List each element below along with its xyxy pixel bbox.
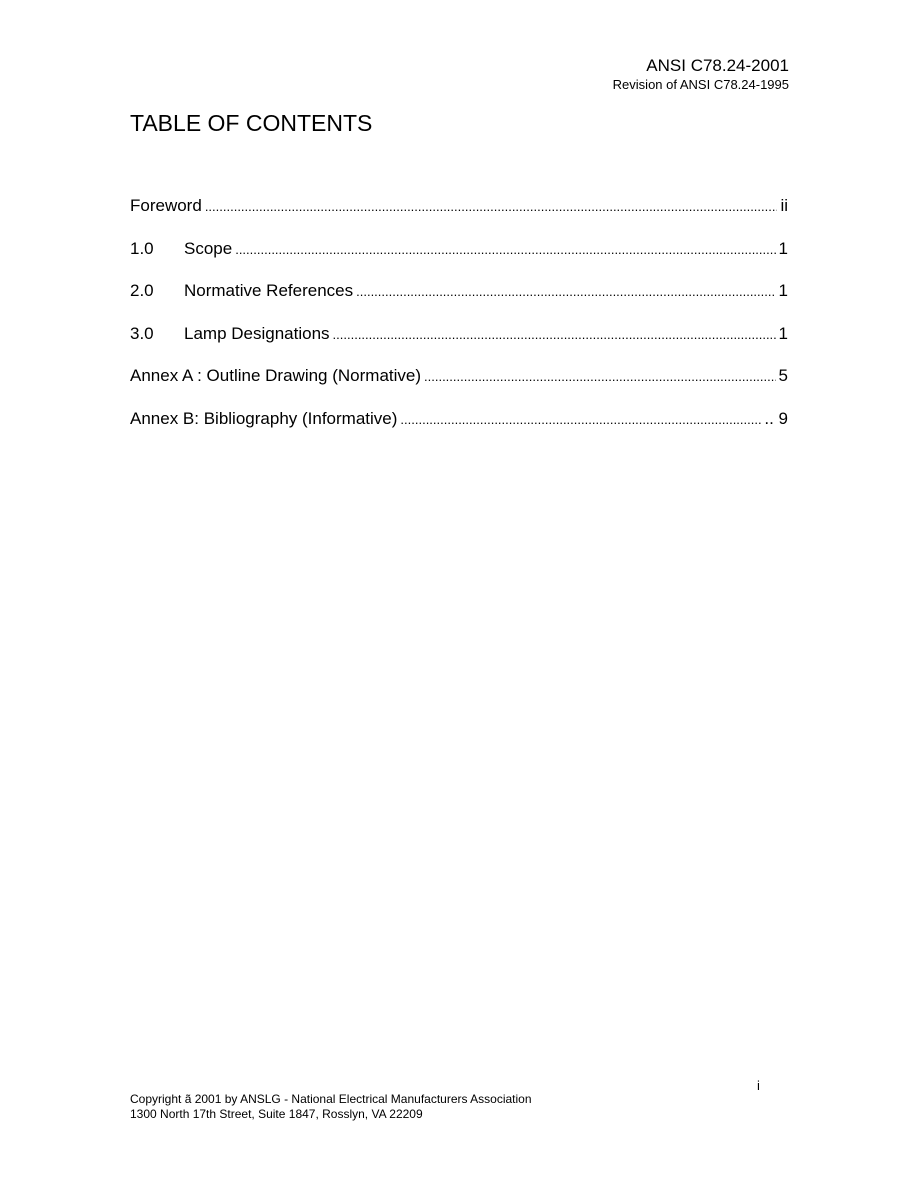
toc-entry-label: Foreword (130, 196, 202, 215)
toc-entry-label: Scope (184, 238, 233, 258)
toc-dot-leader (356, 281, 775, 302)
toc-entry-normative-references[interactable] (130, 281, 788, 324)
address-line: 1300 North 17th Street, Suite 1847, Rosslyn, VA 22209 (130, 1107, 423, 1121)
toc-dot-leader (424, 366, 776, 387)
toc-entry-scope[interactable] (130, 239, 788, 282)
table-of-contents (130, 196, 788, 452)
toc-entry-number: 1.0 (130, 238, 154, 258)
toc-entry-label: Normative References (184, 281, 354, 301)
page-title: TABLE OF CONTENTS (130, 110, 373, 136)
revision-note: Revision of ANSI C78.24-1995 (612, 77, 789, 92)
toc-entry-page: ii (780, 196, 788, 215)
toc-entry-page: 1 (778, 281, 788, 301)
document-header (613, 56, 789, 93)
toc-entry-annex-b[interactable] (130, 409, 788, 452)
toc-entry-page: 1 (778, 238, 788, 258)
document-footer (130, 1092, 532, 1122)
toc-entry-page: 1 (778, 323, 788, 343)
toc-dot-leader (400, 409, 761, 430)
toc-entry-page: 5 (778, 366, 788, 386)
toc-dot-leader (235, 239, 775, 260)
toc-dot-leader (205, 196, 778, 217)
copyright-line: Copyright ã 2001 by ANSLG - National Electrical Manufacturers Association (130, 1092, 532, 1106)
toc-entry-label: Lamp Designations (184, 323, 330, 343)
toc-entry-number: 2.0 (130, 281, 154, 301)
toc-entry-lamp-designations[interactable] (130, 324, 788, 367)
toc-entry-foreword[interactable] (130, 196, 788, 239)
toc-entry-annex-a[interactable] (130, 366, 788, 409)
page-number: i (757, 1078, 760, 1093)
document-id: ANSI C78.24-2001 (646, 56, 789, 75)
toc-entry-page: .. 9 (764, 408, 788, 428)
toc-entry-number: 3.0 (130, 323, 154, 343)
toc-entry-label: Annex A : Outline Drawing (Normative) (130, 366, 422, 386)
toc-dot-leader (333, 324, 776, 345)
toc-entry-label: Annex B: Bibliography (Informative) (130, 408, 398, 428)
